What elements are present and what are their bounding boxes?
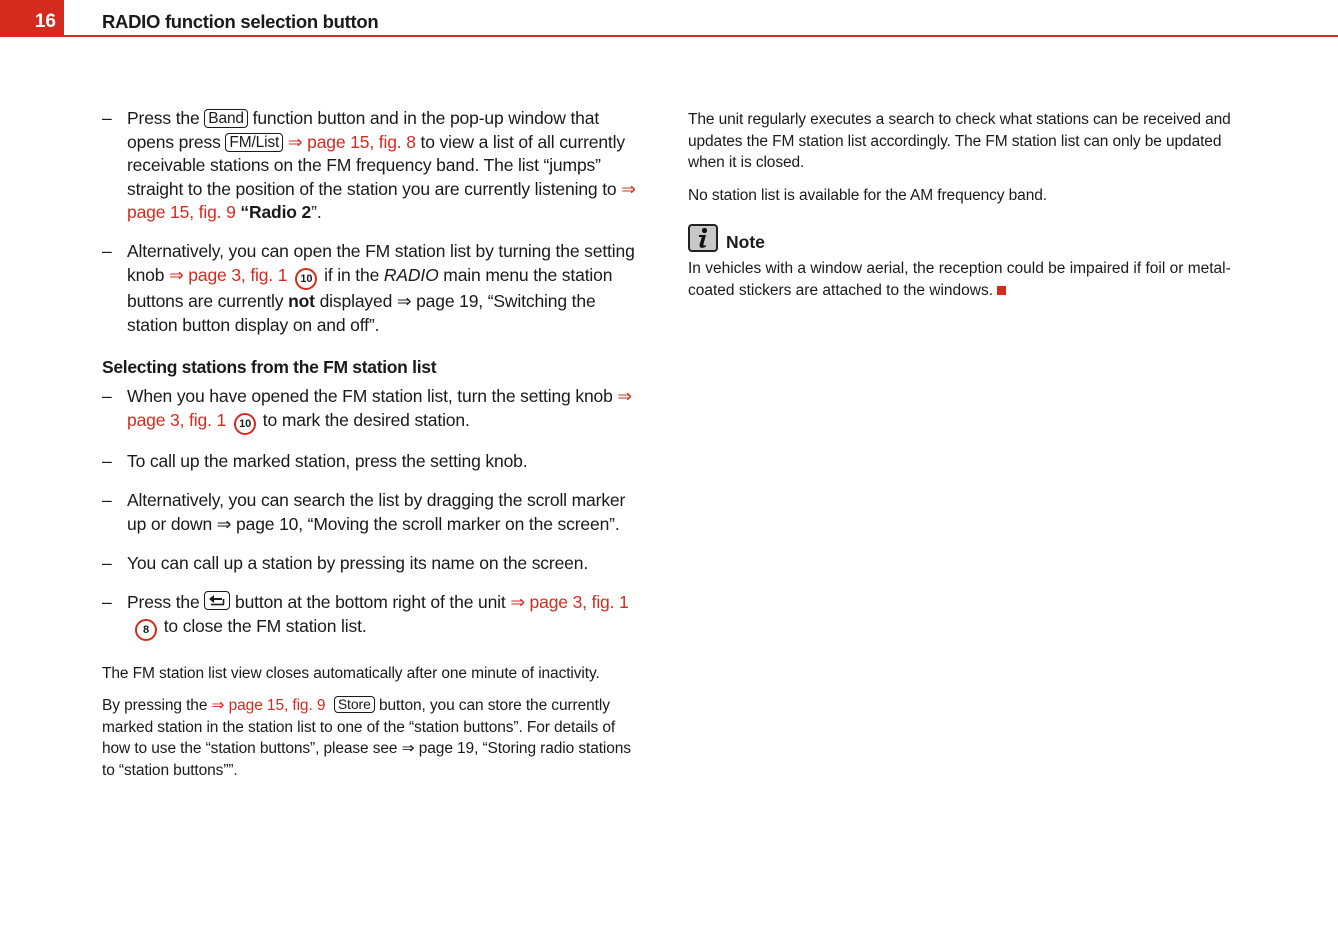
callout-number: 10 [295, 268, 317, 290]
text: Alternatively, you can open the FM station list by turning the setting knob [127, 241, 635, 286]
cross-reference-link[interactable]: ⇒ page 15, fig. 9 [211, 697, 326, 715]
menu-name: RADIO [383, 265, 439, 286]
paragraph: The FM station list view closes automatically after one minute of inactivity. [102, 664, 600, 682]
text: to view a list of all currently receivable stations on the FM frequency band. The list “jumps” straight to the position of the station you are currently listening to [127, 131, 625, 199]
text: To call up the marked station, press the setting knob. [127, 451, 528, 472]
dash-bullet: – [102, 386, 112, 407]
text: You can call up a station by pressing its name on the screen. [127, 553, 589, 574]
text: Press the [127, 592, 205, 613]
text: main menu the station buttons are currently [127, 265, 613, 312]
dash-bullet: – [102, 451, 112, 472]
cross-reference-link[interactable]: ⇒ page 3, fig. 1 [510, 592, 629, 613]
text: Alternatively, you can search the list by dragging the scroll marker up or down ⇒ page 10, “Moving the scroll marker on the screen”. [127, 490, 626, 535]
list-item [102, 552, 647, 576]
back-arrow-icon [204, 591, 230, 610]
fm-list-button-label: FM/List [225, 133, 283, 152]
text: Press the [127, 108, 205, 128]
text: function button and in the pop-up window that opens press [127, 108, 600, 152]
paragraph [102, 695, 647, 781]
list-item [102, 385, 647, 435]
paragraph: The unit regularly executes a search to check what stations can be received and updates the FM station list accordingly. The FM station list can only be updated when it is closed. [688, 111, 1231, 171]
text: to mark the desired station. [258, 409, 470, 430]
list-item [102, 450, 647, 474]
page-title: RADIO function selection button [102, 11, 379, 32]
note-body [688, 258, 1233, 301]
text: By pressing the [102, 697, 212, 715]
dash-bullet: – [102, 108, 112, 128]
note-header [688, 224, 1233, 252]
dash-bullet: – [102, 490, 112, 511]
text: In vehicles with a window aerial, the reception could be impaired if foil or metal-coated stickers are attached to the windows. [688, 260, 1231, 299]
list-item [102, 240, 647, 337]
callout-number: 10 [234, 413, 256, 435]
callout-number: 8 [135, 619, 157, 641]
list-item [102, 107, 647, 225]
cross-reference-link[interactable]: ⇒ page 3, fig. 1 [127, 386, 632, 430]
list-item [102, 591, 647, 641]
text: button at the bottom right of the unit [230, 592, 511, 613]
dash-bullet: – [102, 592, 112, 613]
list-item [102, 489, 647, 536]
cross-reference-link[interactable]: ⇒ page 3, fig. 1 [169, 265, 288, 286]
info-icon [688, 224, 718, 252]
text: When you have opened the FM station list, turn the setting knob [127, 386, 618, 407]
text: “ [235, 202, 249, 223]
emphasis: not [288, 291, 315, 312]
text: button, you can store the currently marked station in the station list to one of the “station buttons”. For details of how to use the “station buttons”, please see ⇒ page 19, “Storing radio stations to “station buttons””. [102, 697, 631, 779]
section-heading: Selecting stations from the FM station list [102, 357, 437, 378]
header-divider [0, 35, 1338, 37]
band-button-label: Band [204, 109, 248, 128]
cross-reference-link[interactable]: ⇒ page 15, fig. 9 [127, 178, 636, 223]
paragraph: No station list is available for the AM frequency band. [688, 186, 1047, 204]
note-title: Note [726, 232, 765, 252]
right-column [688, 109, 1233, 301]
text: displayed ⇒ page 19, “Switching the station button display on and off”. [127, 291, 596, 335]
dash-bullet: – [102, 241, 112, 262]
store-button-label: Store [334, 696, 375, 713]
text: to close the FM station list. [159, 615, 367, 636]
left-column [102, 107, 647, 792]
text: if in the [319, 265, 384, 286]
page-number: 16 [0, 0, 64, 37]
cross-reference-link[interactable]: ⇒ page 15, fig. 8 [287, 131, 416, 152]
station-name: Radio 2 [248, 202, 312, 223]
text: ”. [311, 202, 322, 223]
dash-bullet: – [102, 553, 112, 574]
section-end-marker [997, 286, 1006, 295]
